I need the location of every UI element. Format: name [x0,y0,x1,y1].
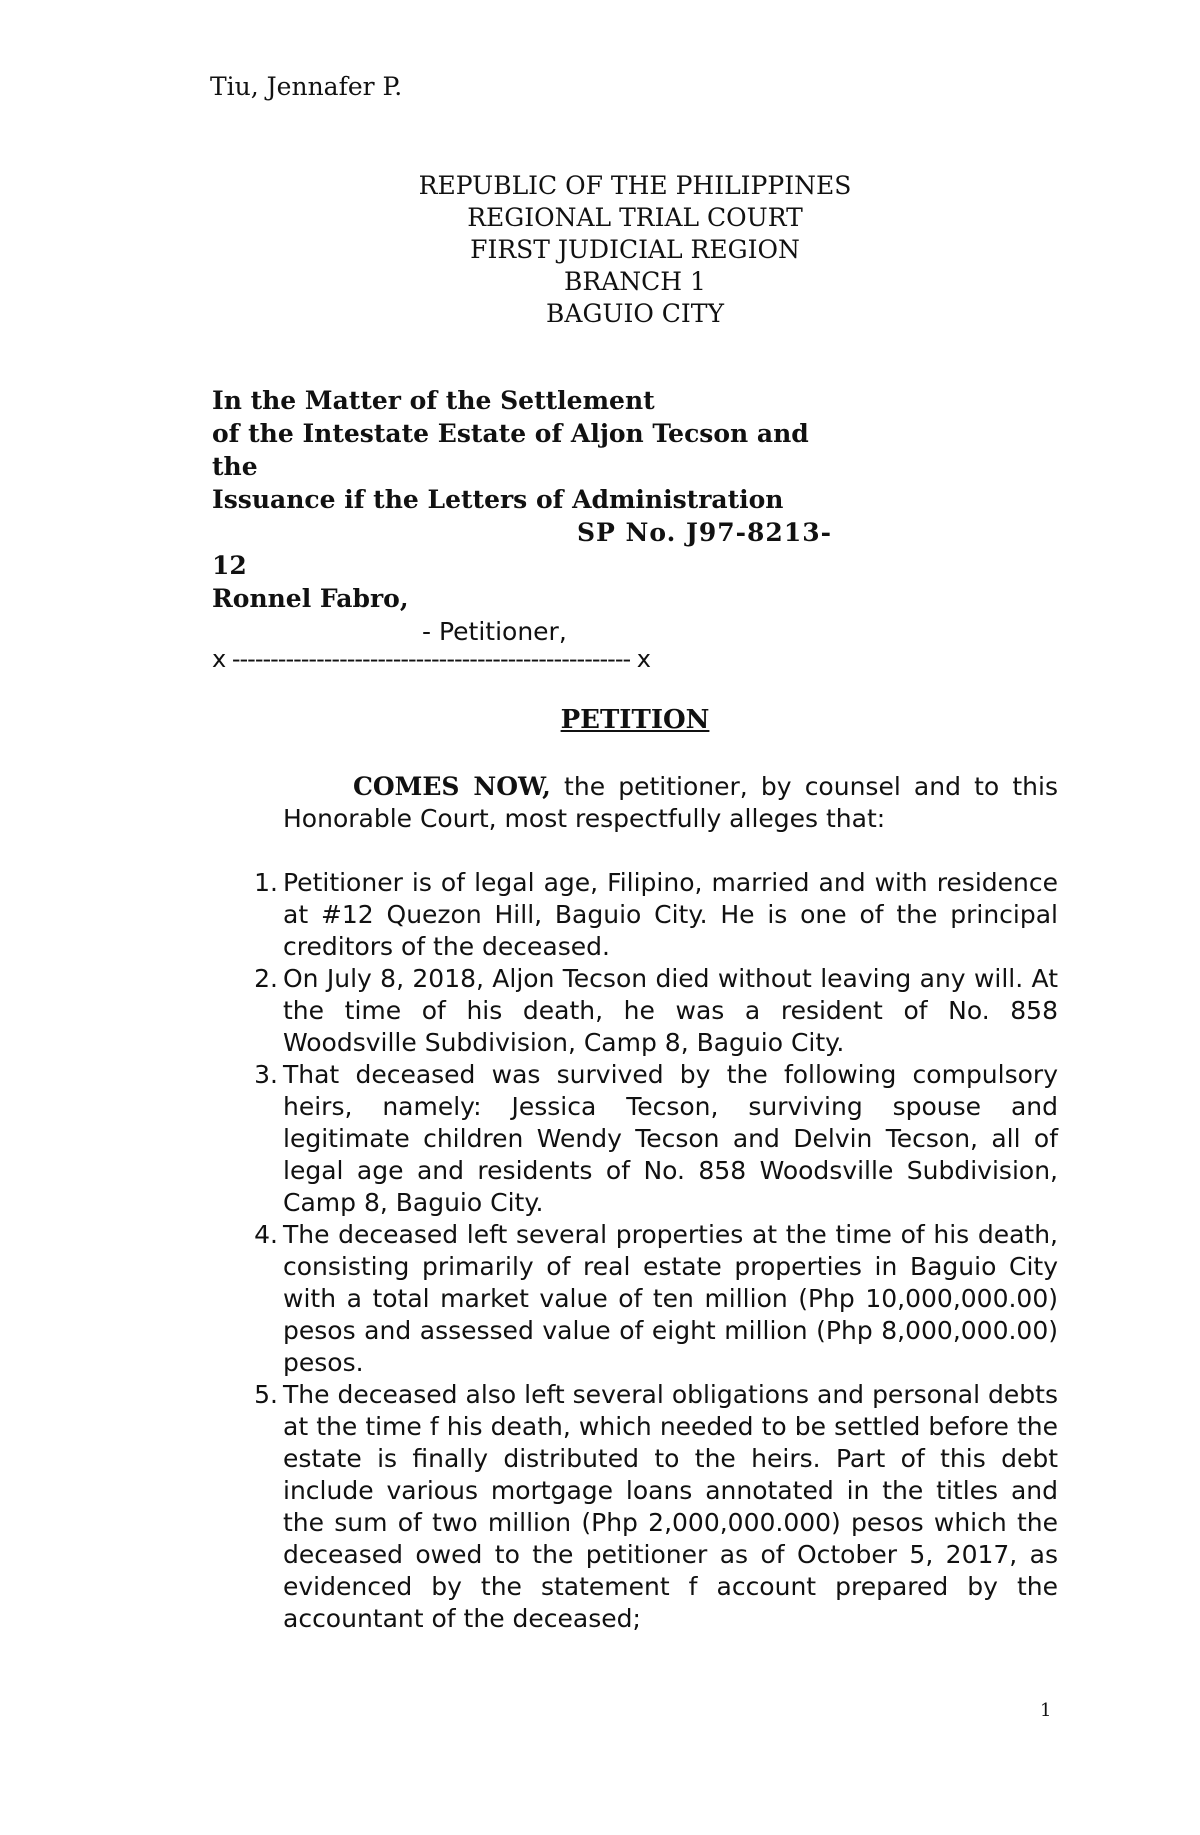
case-number-continued: 12 [212,551,247,580]
page-number: 1 [1040,1700,1052,1721]
author-name: Tiu, Jennafer P. [210,72,403,101]
allegation-item [240,1219,1058,1379]
petitioner-label: - Petitioner, [422,617,567,646]
court-heading-line: REPUBLIC OF THE PHILIPPINES [418,171,852,200]
allegation-number: 5. [254,1380,278,1409]
allegation-text: The deceased left several properties at the time of his death, consisting primarily of real estate properties in Baguio City with a total market value of ten million (Php 10,000,000.00) pesos and assessed value of eight million (Php 8,000,000.00) pesos. [283,1220,1058,1377]
allegation-item [240,963,1058,1059]
matter-line: In the Matter of the Settlement [212,386,655,415]
allegation-text: The deceased also left several obligations and personal debts at the time f his death, which needed to be settled before the estate is finally distributed to the heirs. Part of this debt include various mortgage loans annotated in the titles and the sum of two million (Php 2,000,000.000) pesos which the deceased owed to the petitioner as of October 5, 2017, as evidenced by the statement f account prepared by the accountant of the deceased; [283,1380,1058,1633]
allegation-item [240,867,1058,963]
court-heading-line: BRANCH 1 [564,267,706,296]
matter-line: Issuance if the Letters of Administration [212,485,784,514]
case-number: SP No. J97-8213- [576,518,832,547]
intro-paragraph [283,771,1058,835]
document-title: PETITION [560,705,710,735]
intro-text: the petitioner, by counsel and to this Honorable Court, most respectfully alleges that: [283,772,1058,833]
petitioner-name: Ronnel Fabro, [212,584,409,613]
court-heading-line: FIRST JUDICIAL REGION [470,235,800,264]
intro-lead: COMES NOW, [353,772,551,801]
allegation-text: That deceased was survived by the following compulsory heirs, namely: Jessica Tecson, surviving spouse and legitimate children Wendy Tecson and Delvin Tecson, all of legal age and residents of No. 858 Woodsville Subdivision, Camp 8, Baguio City. [283,1060,1058,1217]
court-heading-line: REGIONAL TRIAL COURT [467,203,803,232]
allegation-number: 3. [254,1060,278,1089]
allegation-number: 4. [254,1220,278,1249]
caption-separator: x ---------------------------------------------------- x [212,645,650,673]
allegations-list [240,867,1058,1635]
court-heading-line: BAGUIO CITY [546,299,724,328]
allegation-number: 2. [254,964,278,993]
court-heading [210,170,1060,330]
allegation-item [240,1059,1058,1219]
allegation-text: Petitioner is of legal age, Filipino, married and with residence at #12 Quezon Hill, Baguio City. He is one of the principal creditors of the deceased. [283,868,1058,961]
matter-line: of the Intestate Estate of Aljon Tecson and the [212,419,809,481]
allegation-item [240,1379,1058,1635]
allegation-text: On July 8, 2018, Aljon Tecson died without leaving any will. At the time of his death, he was a resident of No. 858 Woodsville Subdivision, Camp 8, Baguio City. [283,964,1058,1057]
case-caption [212,384,832,648]
allegation-number: 1. [254,868,278,897]
